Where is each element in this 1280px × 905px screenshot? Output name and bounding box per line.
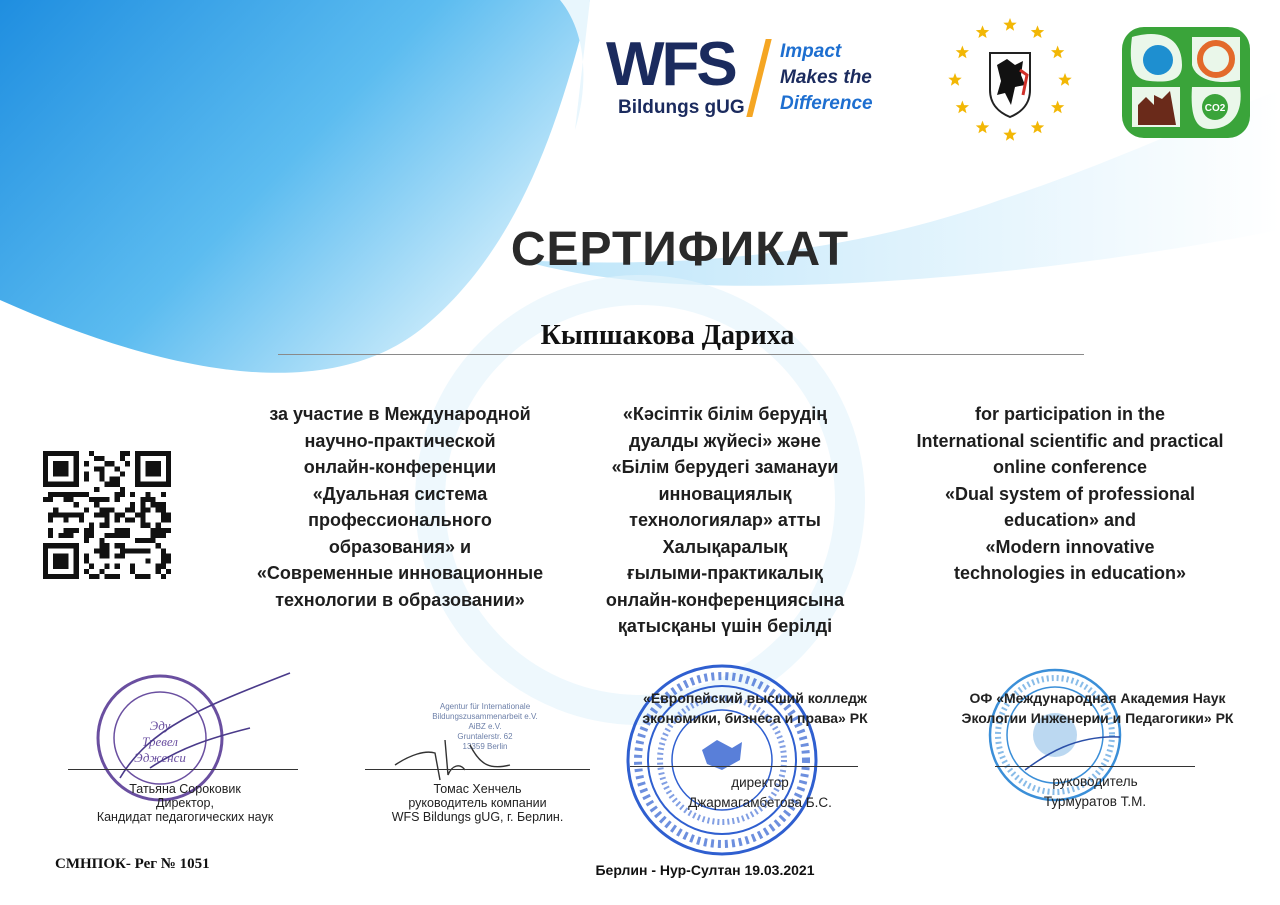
text-line: онлайн-конференции [303,457,497,477]
text-line: инновациялық [658,483,792,504]
org-line: «Европейский высший колледж [643,690,867,706]
signatory-role: директор [731,775,789,790]
signatory-1 [60,782,310,824]
svg-text:Эдженси: Эдженси [134,750,186,765]
text-line: online conference [992,457,1148,477]
signatory-4 [985,772,1205,812]
wfs-tagline-line: Makes the [780,67,872,88]
text-line: дуалды жүйесі» және [629,430,821,451]
star-icon [1003,128,1016,141]
wfs-logo-mark: WFS [606,30,735,99]
text-line: «Білім берудегі заманауи [611,457,839,477]
signatory-role: руководитель компании [408,796,547,810]
star-icon [976,121,989,134]
text-column-english [880,401,1260,587]
star-icon [956,46,969,59]
star-icon [1031,121,1044,134]
text-line: ғылыми-практикалық [627,563,823,583]
signature-line [68,769,298,770]
signature-scribble-icon [390,735,530,785]
signature-line [995,766,1195,767]
stamp-line: 13359 Berlin [462,742,508,751]
star-icon [976,25,989,38]
eu-stars-crest-icon [945,15,1075,145]
qr-code-icon [43,451,171,579]
wfs-tagline [780,39,873,117]
wfs-tagline-line: Difference [780,93,873,114]
text-column-kazakh [565,401,885,640]
text-line: онлайн-конференциясына [605,589,845,610]
svg-text:Тревел: Тревел [142,734,178,749]
text-line: education» and [1003,510,1137,530]
academy-org [945,688,1250,728]
star-icon [948,73,961,86]
text-line: образования» и [328,536,472,557]
wfs-tagline-line: Impact [780,41,842,62]
org-line: экономики, бизнеса и права» РК [642,710,868,726]
eco-co2-logo-icon [1120,25,1252,140]
text-line: «Дуальная система [312,483,488,504]
signature-line [365,769,590,770]
text-line: научно-практической [304,430,496,451]
wfs-slash-shape [746,39,771,117]
signatory-name: Джармагамбетова Б.С. [688,795,832,810]
signatory-extra: Кандидат педагогических наук [96,810,274,824]
signatory-role: Директор, [156,796,214,810]
svg-text:CO2: CO2 [1204,103,1226,114]
text-line: «Dual system of professional [944,483,1196,504]
text-line: International scientific and practical [916,430,1224,451]
wfs-logo [606,30,906,125]
signatory-name: Турмуратов Т.М. [1043,794,1147,809]
stamp-line: AiBZ e.V. [468,722,502,731]
star-icon [956,101,969,114]
text-line: қатысқаны үшін берілді [617,616,833,636]
recipient-name: Кыпшакова Дариха [540,320,795,351]
stamp-line: Gruntalerstr. 62 [457,732,513,741]
star-icon [1058,73,1071,86]
svg-text:Эду: Эду [149,718,171,733]
star-icon [1031,25,1044,38]
recipient-underline [278,354,1084,355]
wfs-logo-sub: Bildungs gUG [618,97,745,118]
signatory-role: руководитель [1052,774,1138,789]
college-org [620,688,890,728]
registration-number: СМНПОК- Рег № 1051 [55,856,210,872]
text-line: «Кәсіптік білім берудің [622,404,828,424]
certificate-title: СЕРТИФИКАТ [510,223,850,276]
signatory-name: Томас Хенчель [433,782,522,796]
stamp-line: Agentur für Internationale [439,702,531,711]
star-icon [1051,101,1064,114]
signature-line [630,766,858,767]
text-line: технологиялар» атты [629,510,821,530]
text-column-russian [230,401,570,613]
org-line: ОФ «Международная Академия Наук [969,690,1226,706]
org-line: Экологии Инженерии и Педагогики» РК [961,710,1234,726]
text-line: Халықаралық [662,536,788,557]
signatory-2 [360,782,595,824]
text-line: «Современные инновационные [256,563,544,583]
signatory-name: Татьяна Сороковик [129,782,241,796]
stamp-line: Bildungszusammenarbeit e.V. [432,712,538,721]
text-line: за участие в Международной [269,404,531,424]
signatory-extra: WFS Bildungs gUG, г. Берлин. [391,810,564,824]
text-line: технологии в образовании» [275,589,525,610]
text-line: technologies in education» [953,563,1187,583]
place-and-date: Берлин - Нур-Султан 19.03.2021 [595,862,815,878]
star-icon [1051,46,1064,59]
text-line: профессионального [308,510,492,530]
text-line: «Modern innovative [985,536,1155,557]
star-icon [1003,18,1016,31]
signatory-3 [640,773,880,813]
text-line: for participation in the [974,404,1165,424]
